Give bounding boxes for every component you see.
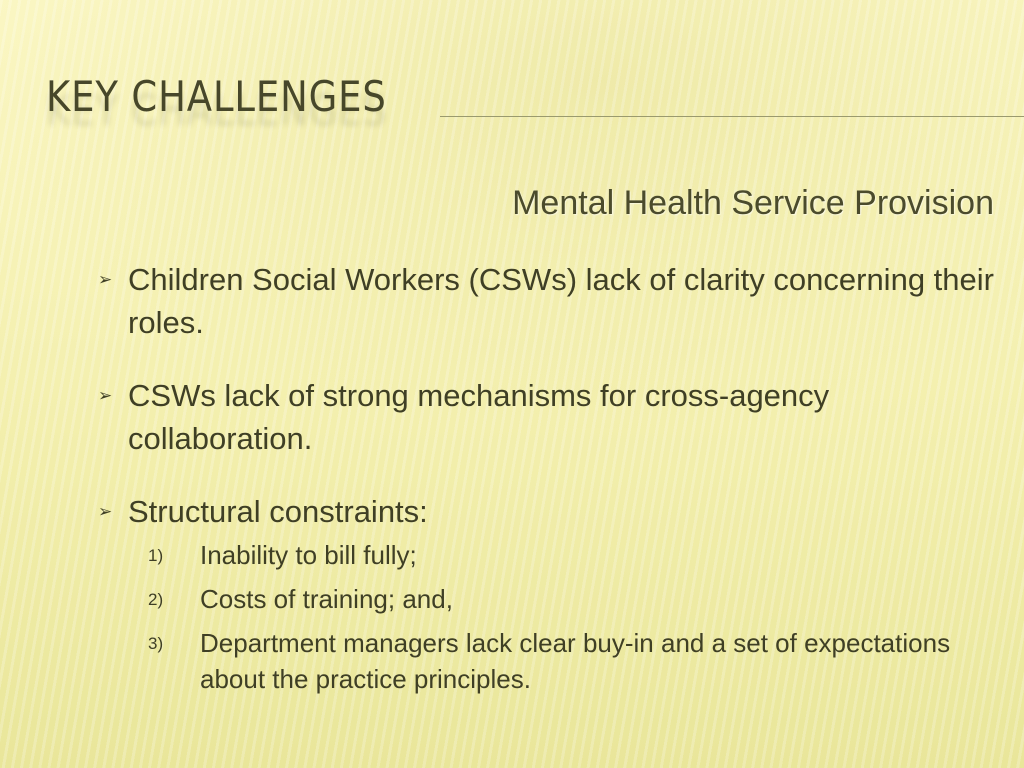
- arrowhead-bullet-icon: ➢: [98, 386, 113, 405]
- bullet-item: [98, 258, 998, 344]
- sub-item-number: 2): [148, 590, 164, 609]
- sub-item-text: Costs of training; and,: [200, 584, 453, 614]
- sub-item-number: 3): [148, 634, 164, 653]
- sub-list-item: [128, 625, 998, 697]
- sub-item-text: Inability to bill fully;: [200, 540, 417, 570]
- bullet-text: Structural constraints:: [128, 494, 428, 529]
- arrowhead-bullet-icon: ➢: [98, 270, 113, 289]
- bullet-text: Children Social Workers (CSWs) lack of clarity concerning their roles.: [128, 262, 994, 340]
- sub-list-item: [128, 537, 998, 573]
- arrowhead-bullet-icon: ➢: [98, 502, 113, 521]
- sub-list-item: [128, 581, 998, 617]
- numbered-sub-list: [128, 537, 998, 697]
- bullet-item: [98, 490, 998, 697]
- slide-subtitle: Mental Health Service Provision: [512, 184, 994, 222]
- sub-item-number: 1): [148, 546, 164, 565]
- bullet-item: [98, 374, 998, 460]
- sub-item-text: Department managers lack clear buy-in and a set of expectations about the practice principles.: [200, 628, 951, 694]
- bullet-list: [98, 258, 998, 705]
- title-divider: [440, 116, 1024, 117]
- bullet-text: CSWs lack of strong mechanisms for cross-agency collaboration.: [128, 378, 830, 456]
- slide-title: KEY CHALLENGES: [46, 72, 387, 121]
